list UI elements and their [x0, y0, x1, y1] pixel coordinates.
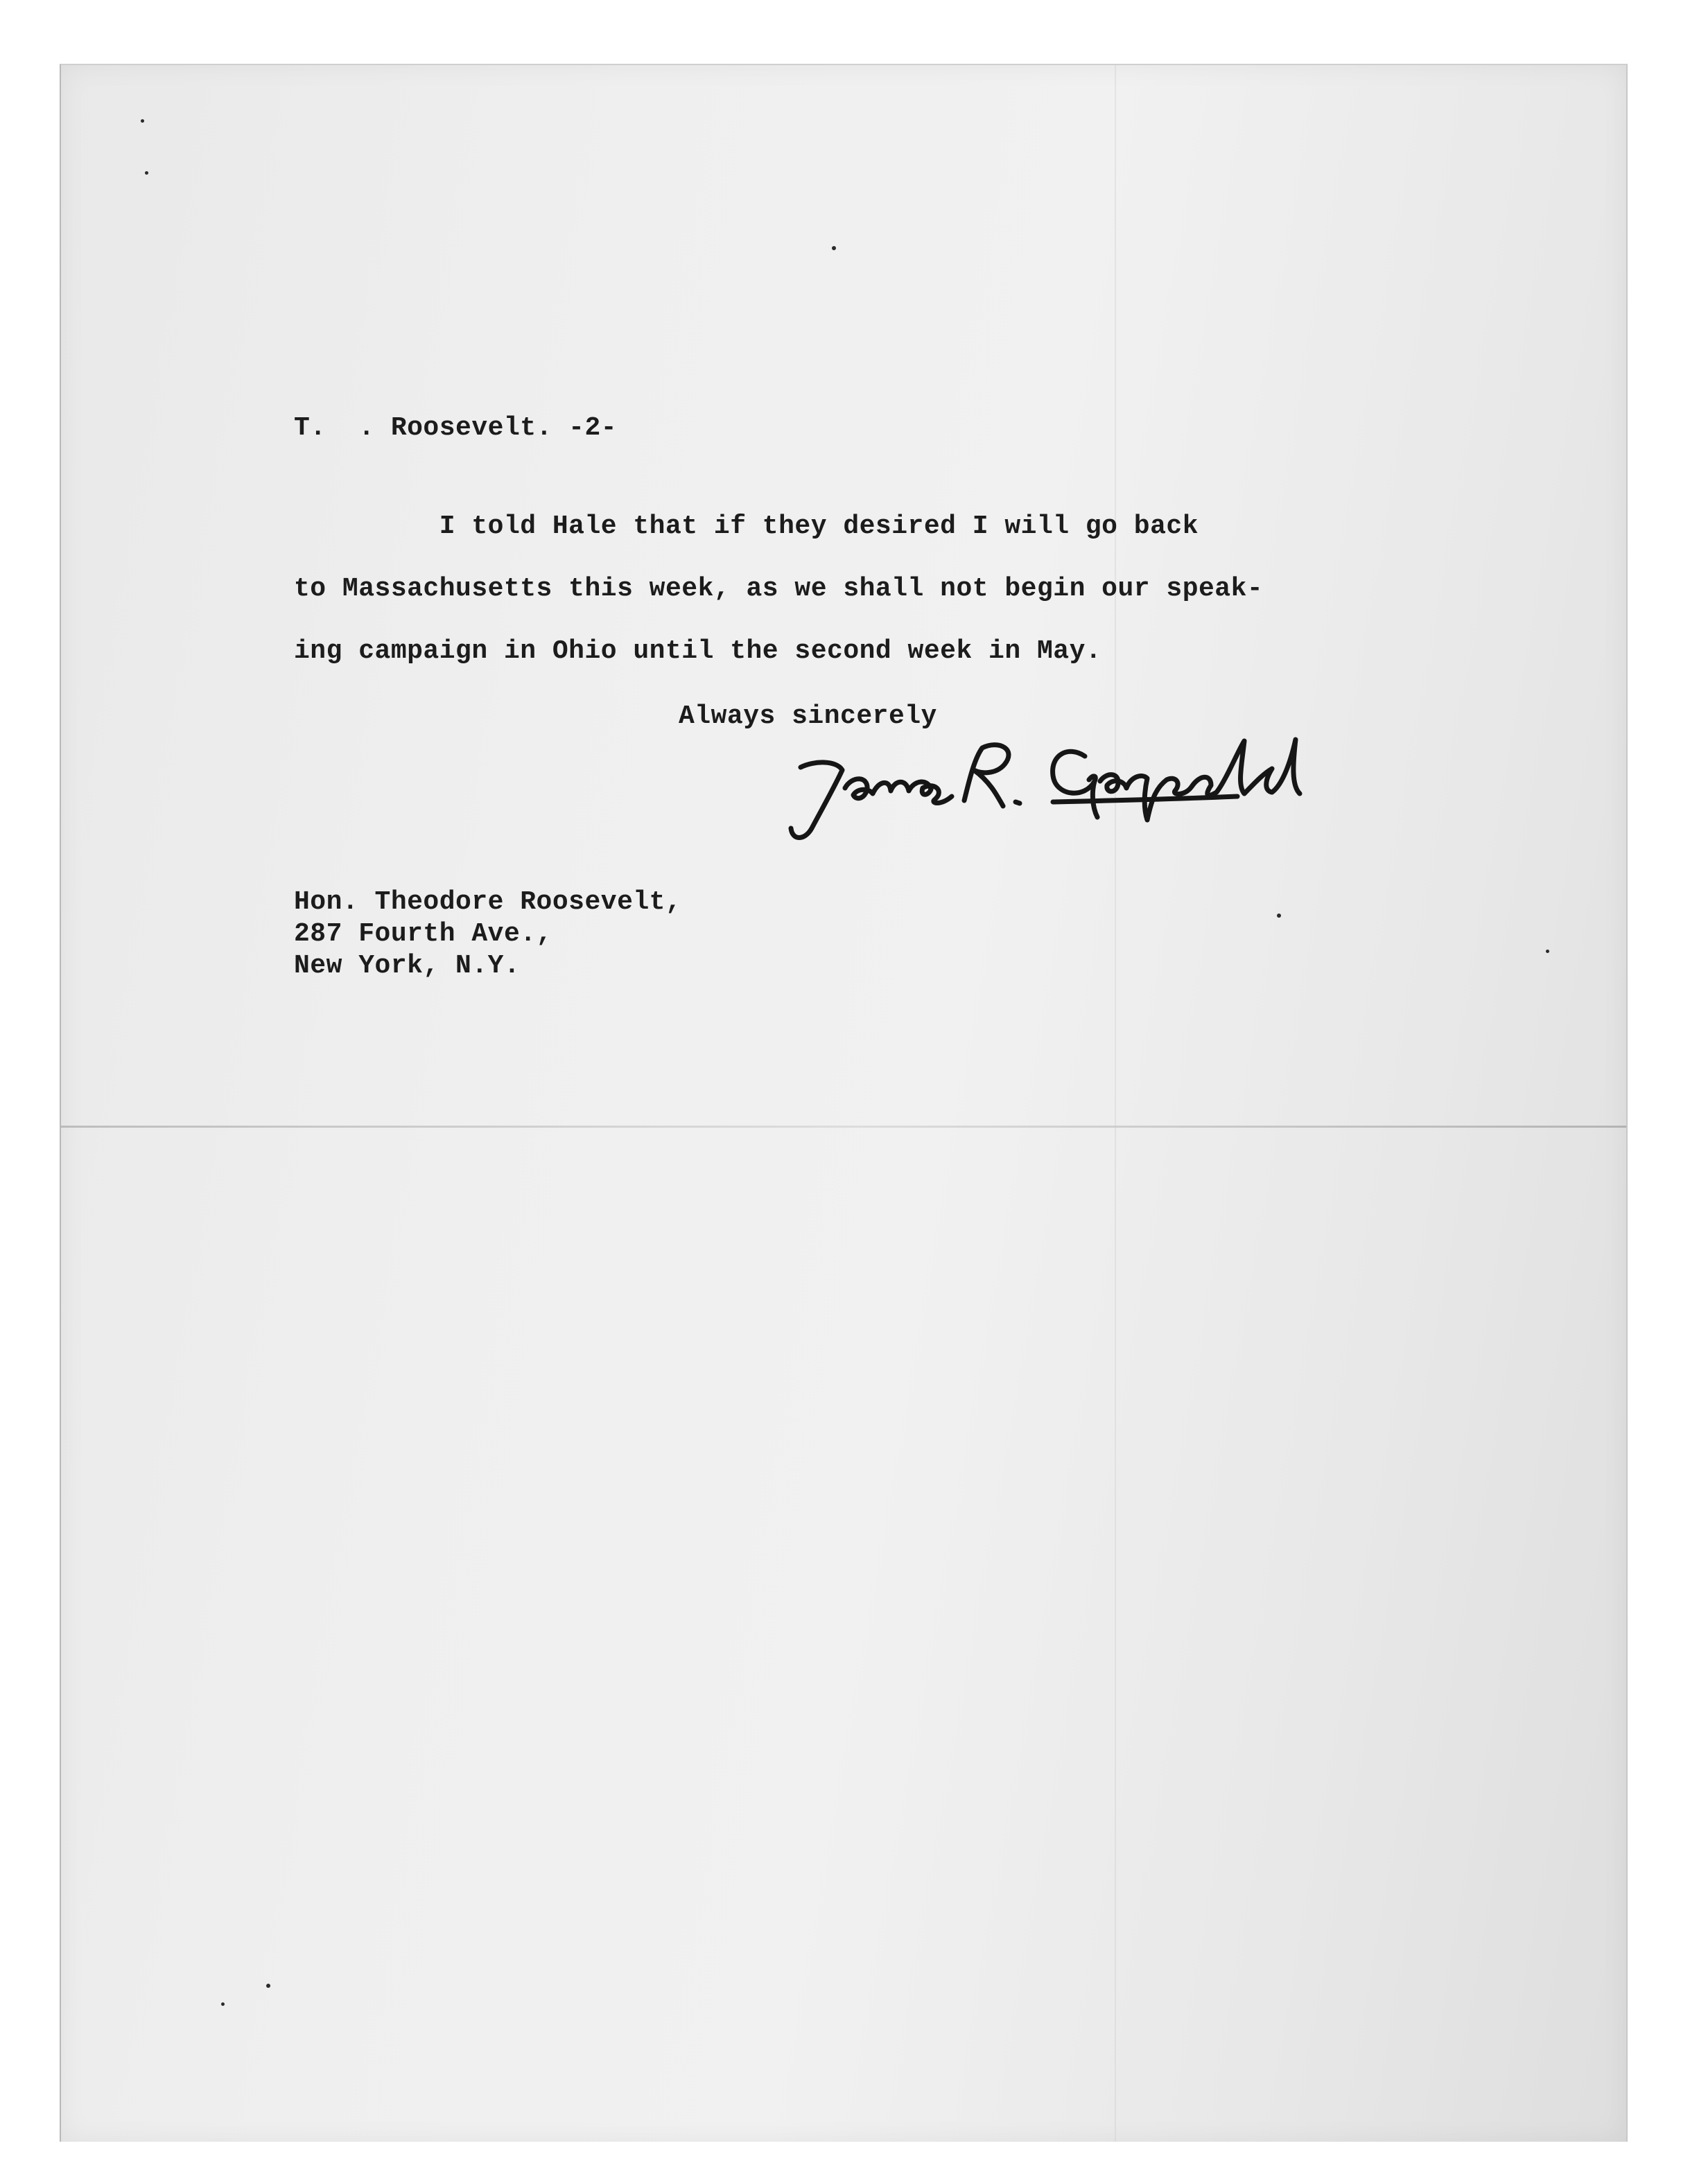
scan-speck: [141, 119, 144, 123]
page-header: T. . Roosevelt. -2-: [294, 413, 618, 443]
scan-speck: [145, 171, 148, 175]
address-line: 287 Fourth Ave.,: [294, 919, 552, 949]
address-line: New York, N.Y.: [294, 951, 521, 981]
letter-page: [60, 64, 1628, 2142]
scan-speck: [1277, 914, 1281, 918]
horizontal-fold-line: [61, 1126, 1626, 1128]
scan-speck: [832, 246, 836, 250]
scan-speck: [266, 1984, 270, 1988]
vertical-fold-line: [1115, 65, 1116, 2142]
body-line: to Massachusetts this week, as we shall not begin our speak-: [294, 574, 1264, 604]
scan-speck: [1546, 950, 1549, 953]
scan-speck: [221, 2002, 225, 2006]
handwritten-signature: [787, 724, 1327, 846]
address-line: Hon. Theodore Roosevelt,: [294, 887, 682, 917]
body-line: I told Hale that if they desired I will go back: [294, 512, 1199, 541]
closing: Always sincerely: [679, 701, 937, 731]
body-line: ing campaign in Ohio until the second week in May.: [294, 636, 1102, 666]
